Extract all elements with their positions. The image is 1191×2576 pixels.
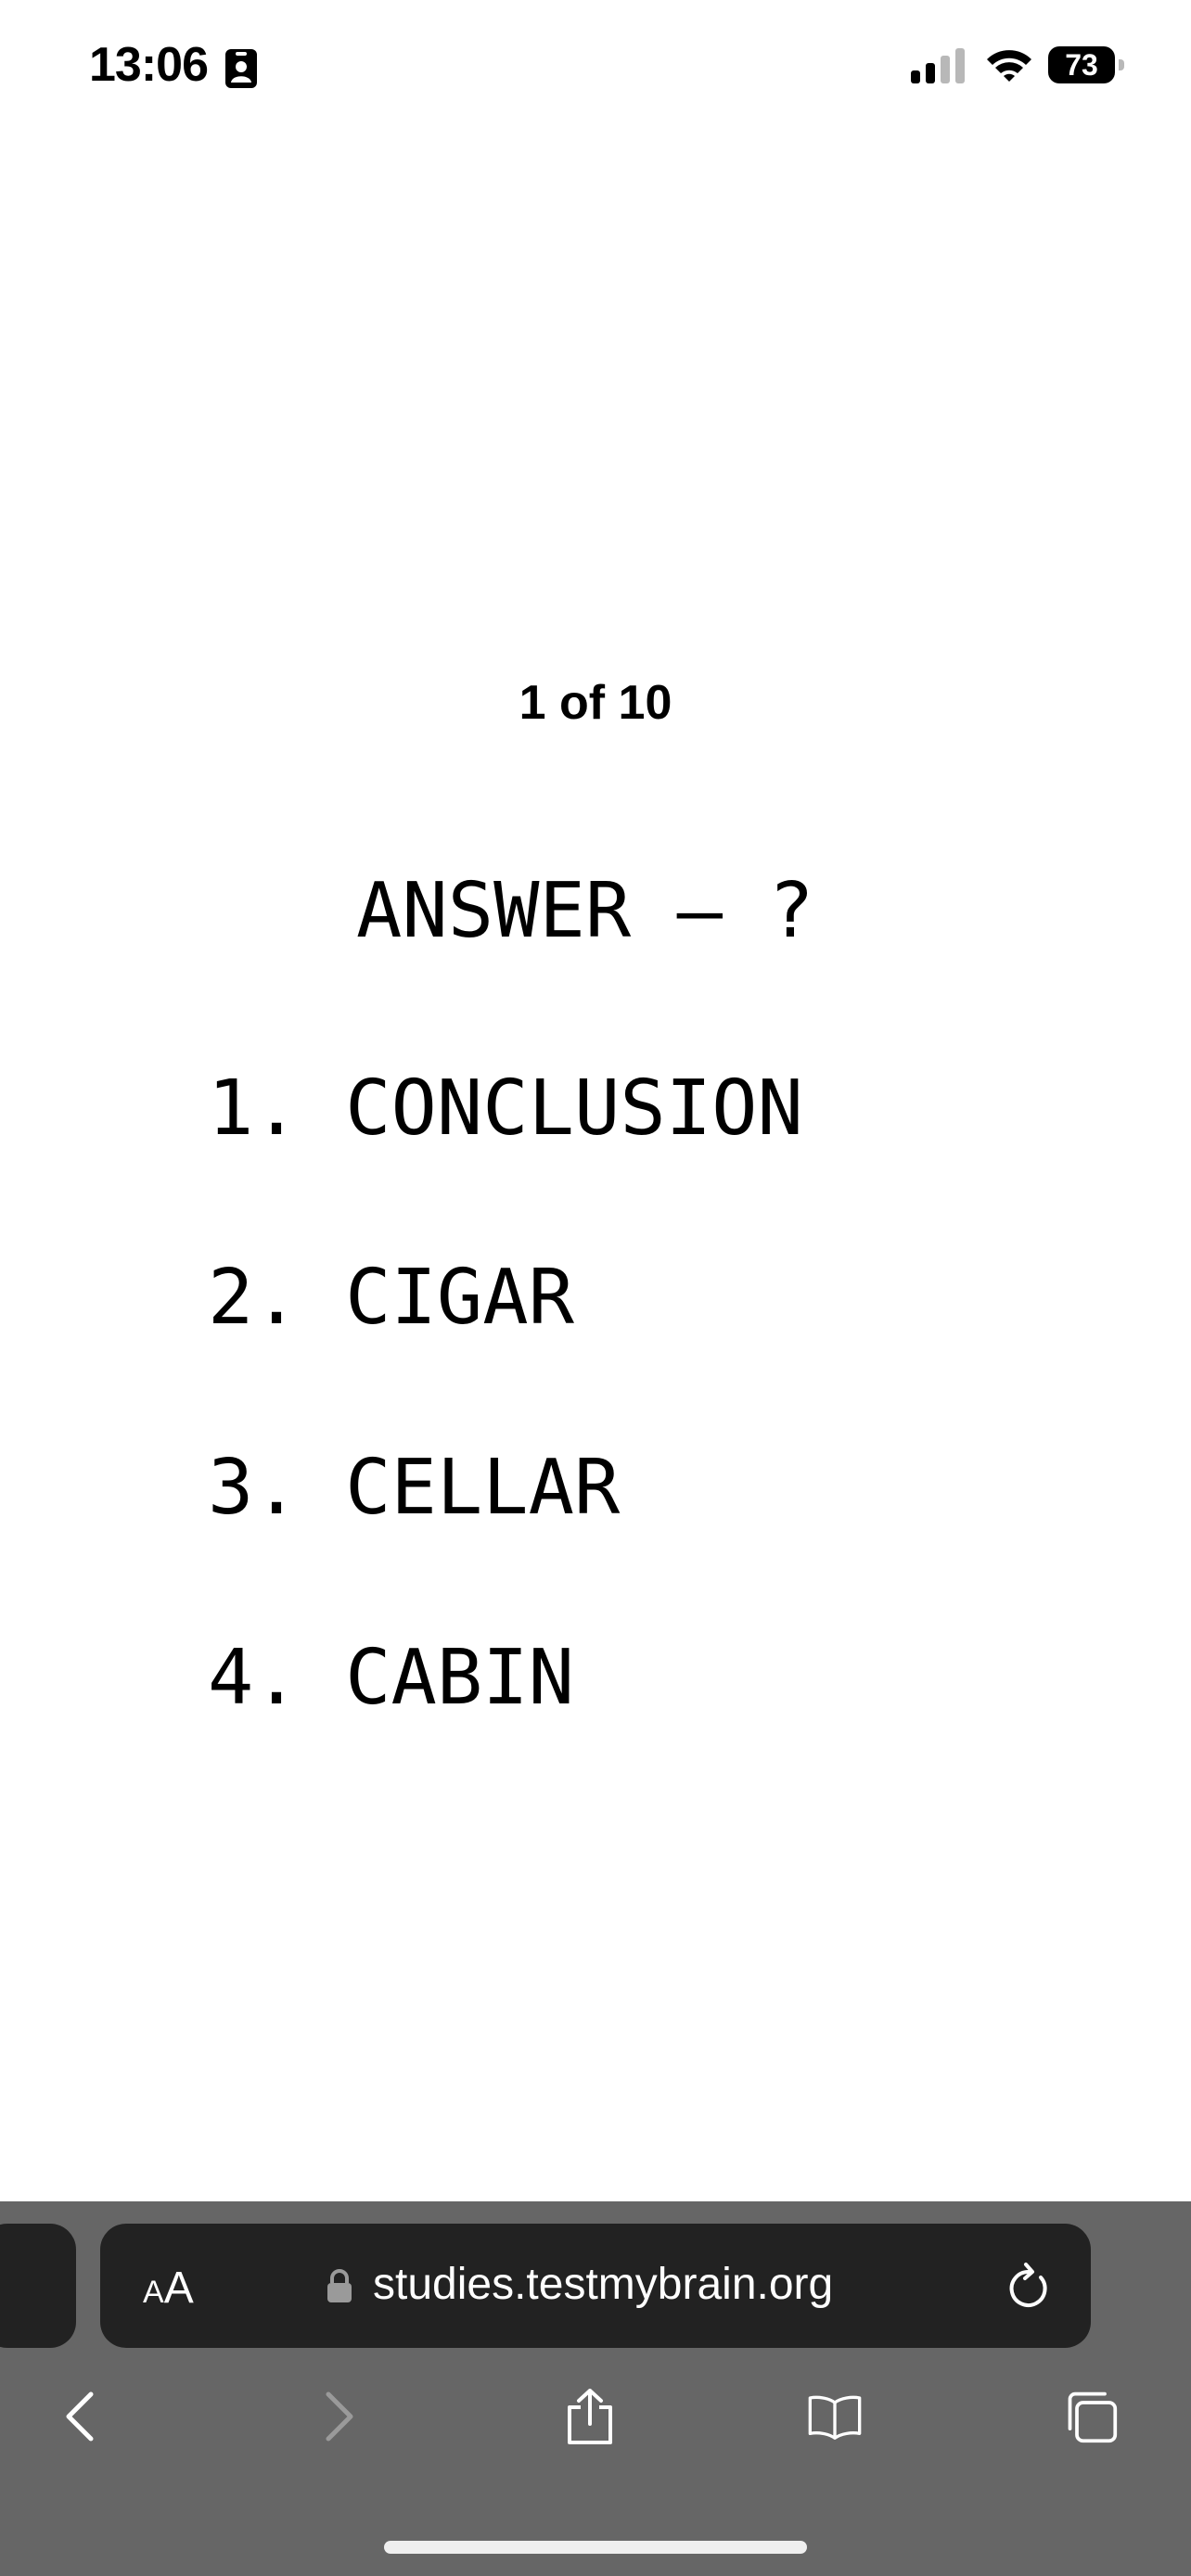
battery-level: 73 xyxy=(1065,47,1098,82)
answer-option-4[interactable] xyxy=(208,1634,574,1722)
previous-tab-preview[interactable] xyxy=(0,2224,76,2348)
url-text[interactable]: studies.testmybrain.org xyxy=(373,2260,834,2309)
back-icon[interactable] xyxy=(52,2389,108,2444)
status-icons xyxy=(911,46,1115,83)
wifi-icon xyxy=(985,46,1033,83)
status-time: 13:06 xyxy=(89,38,208,92)
option-word: CONCLUSION xyxy=(345,1065,803,1153)
question-progress: 1 of 10 xyxy=(519,676,672,730)
home-indicator[interactable] xyxy=(384,2541,807,2554)
lock-icon xyxy=(327,2268,352,2303)
bookmarks-icon[interactable] xyxy=(807,2389,863,2444)
answer-option-1[interactable] xyxy=(208,1065,803,1153)
option-word: CIGAR xyxy=(345,1254,574,1342)
option-number: 2. xyxy=(208,1254,300,1342)
text-size-small-a: A xyxy=(143,2275,164,2310)
battery-icon xyxy=(1048,46,1115,83)
option-word: CABIN xyxy=(345,1634,574,1722)
option-word: CELLAR xyxy=(345,1444,621,1532)
question-prompt: ANSWER – ? xyxy=(356,867,814,955)
tabs-icon[interactable] xyxy=(1063,2389,1119,2444)
battery-cap xyxy=(1119,59,1124,70)
option-number: 3. xyxy=(208,1444,300,1532)
forward-icon[interactable] xyxy=(310,2389,365,2444)
option-number: 1. xyxy=(208,1065,300,1153)
option-number: 4. xyxy=(208,1634,300,1722)
text-size-large-a: A xyxy=(163,2264,194,2313)
answer-option-3[interactable] xyxy=(208,1444,620,1532)
text-size-button[interactable] xyxy=(143,2263,194,2314)
id-card-icon xyxy=(224,48,258,89)
reload-icon[interactable] xyxy=(1004,2259,1054,2313)
cellular-signal-icon xyxy=(911,46,965,83)
answer-option-2[interactable] xyxy=(208,1254,574,1342)
share-icon[interactable] xyxy=(562,2389,618,2444)
